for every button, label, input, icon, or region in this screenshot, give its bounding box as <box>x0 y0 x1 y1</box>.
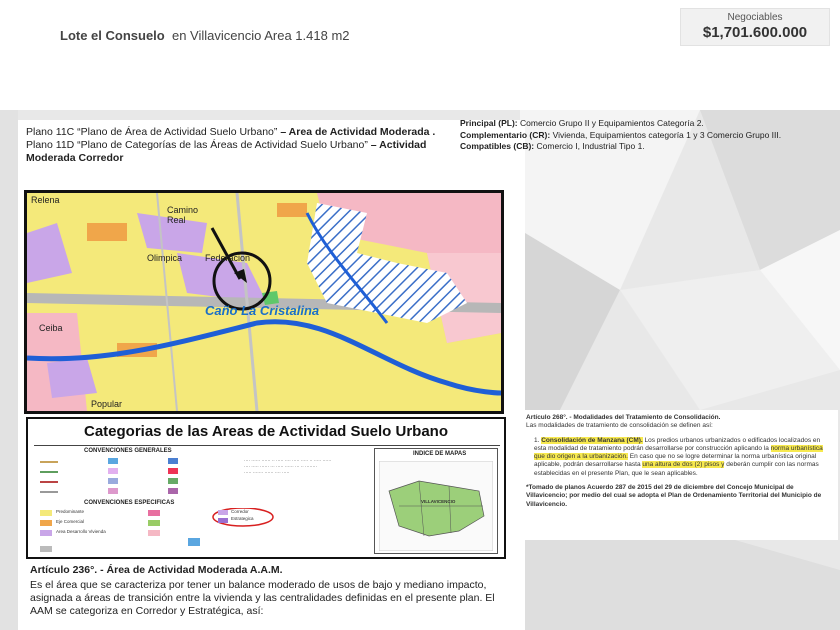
map-label-olimpica: Olimpica <box>147 253 183 263</box>
price-label: Negociables <box>727 12 783 23</box>
listing-title <box>60 28 350 43</box>
plano-11c-line <box>26 126 476 139</box>
article-268-text-1: Los predios urbanos urbanizados o edificados localizados en esta modalidad de tratamiento podrán desarrollarse por construcción aplicando la <box>534 436 821 452</box>
map-index-graphic <box>379 461 493 551</box>
legend-body <box>34 445 500 555</box>
legend-source-note: ···· ······ ······ ·· ····· ···· ····· ····· ·· ····· ······ ···· ····· ······ ··· ····· ······ ··· ·· ········ ····· ······· ······ ···· ····· <box>244 458 332 475</box>
land-use-rules <box>460 118 835 170</box>
listing-image[interactable] <box>0 110 840 630</box>
map-index <box>374 448 498 554</box>
plano-references <box>26 126 476 165</box>
legend-corredor: Corredor <box>231 509 249 514</box>
article-268-sub: Las modalidades de tratamiento de consolidación se definen así: <box>526 422 713 430</box>
rule-principal-text: Comercio Grupo II y Equipamientos Categoría 2. <box>520 118 704 128</box>
map-label-federacion: Federacion <box>205 253 251 263</box>
map-label-ceiba: Ceiba <box>39 323 63 333</box>
map-label-relena: Relena <box>31 195 60 205</box>
article-268-item: 1. Consolidación de Manzana (CM). Los predios urbanos urbanizados o edificados localizados en esta modalidad de tratamiento podrán desarrollarse por construcción aplicando la norma urbanística que dio origen a la urbanización. En caso que no se logre determinar la norma urbanística original aplicable, podrán desarrollarse hasta una altura de dos (2) pisos y deberán cumplir con las normas establecidas en el presente Plan, que le sean aplicables. <box>534 436 823 477</box>
indice-heading: INDICE DE MAPAS <box>413 451 467 457</box>
legend-eje-comercial: Eje Comercial <box>56 519 85 524</box>
map-label-camino-real: Camino Real <box>167 205 199 225</box>
article-236-heading: Artículo 236°. - Área de Actividad Moderada A.A.M. <box>30 564 283 576</box>
rule-principal <box>460 118 835 130</box>
plano-11c-text: Plano 11C “Plano de Área de Actividad Suelo Urbano” <box>26 126 278 138</box>
legend-area-desarrollo: Area Desarrollo Vivienda <box>56 529 106 534</box>
article-268-heading: Artículo 268°. - Modalidades del Tratamiento de Consolidación. <box>526 414 721 421</box>
price-box <box>680 8 830 46</box>
source-note: *Tomado de planos Acuerdo 287 de 2015 del 29 de diciembre del Concejo Municipal de Villavicencio; por medio del cual se adopta el Plan de Ordenamiento Territorial del Municipio de Villavicencio. <box>526 484 822 508</box>
index-villavicencio: VILLAVICENCIO <box>421 499 456 504</box>
article-268-highlight-1: norma urbanística que dio origen a la urbanización. <box>534 444 823 461</box>
legend-estrategica: Estrategica <box>231 516 254 521</box>
listing-title-rest: en Villavicencio Area 1.418 m2 <box>171 28 350 43</box>
article-268-text-2: En caso que no se logre determinar la norma urbanística original aplicable, podrán desarrollarse hasta <box>534 453 817 469</box>
price-value: $1,701.600.000 <box>702 24 808 41</box>
map-label-cano: Caño La Cristalina <box>205 303 320 318</box>
rule-complementario-label: Complementario (CR): <box>460 129 551 140</box>
article-268-highlight-2: una altura de dos (2) pisos y <box>642 461 725 469</box>
conv-generales-heading: CONVENCIONES GENERALES <box>84 448 172 454</box>
plano-11d-line <box>26 139 476 165</box>
listing-title-bold: Lote el Consuelo <box>60 28 165 43</box>
plano-11d-area: – Actividad Moderada Corredor <box>26 139 427 164</box>
rule-principal-label: Principal (PL): <box>460 118 518 128</box>
article-268-item-label: Consolidación de Manzana (CM). <box>541 436 643 444</box>
rule-compatibles <box>460 141 835 153</box>
zoning-map <box>24 190 504 414</box>
article-268 <box>520 410 838 540</box>
rule-complementario <box>460 130 835 142</box>
legend-predominante: Predominante <box>56 509 85 514</box>
article-268-text-3: deberán cumplir con las normas establecidas en el presente Plan, que le sean aplicables. <box>534 461 819 477</box>
conv-especificas-heading: CONVENCIONES ESPECIFICAS <box>84 500 175 506</box>
rule-complementario-text: Vivienda, Equipamientos categoría 1 y 3 Comercio Grupo III. <box>552 129 782 140</box>
listing-header <box>0 0 840 110</box>
plano-11c-area: – Area de Actividad Moderada . <box>280 126 436 138</box>
article-236-body: Es el área que se caracteriza por tener un balance moderado de usos de bajo y mediano impacto, asignada a áreas de transición entre la vivienda y las centralidades definidas en el presente plan. El AAM se categoriza en Corredor y Estratégica, así: <box>30 579 495 617</box>
map-label-popular: Popular <box>91 399 123 409</box>
plan-document <box>18 120 525 630</box>
article-236 <box>30 564 510 618</box>
rule-compatibles-text: Comercio I, Industrial Tipo 1. <box>536 141 645 151</box>
rule-compatibles-label: Compatibles (CB): <box>460 141 535 151</box>
zoning-map-graphic <box>27 193 501 411</box>
categories-legend <box>26 417 506 559</box>
plano-11d-text: Plano 11D “Plano de Categorías de las Áreas de Actividad Suelo Urbano” <box>26 139 368 151</box>
categories-title: Categorias de las Areas de Actividad Suelo Urbano <box>84 423 448 440</box>
